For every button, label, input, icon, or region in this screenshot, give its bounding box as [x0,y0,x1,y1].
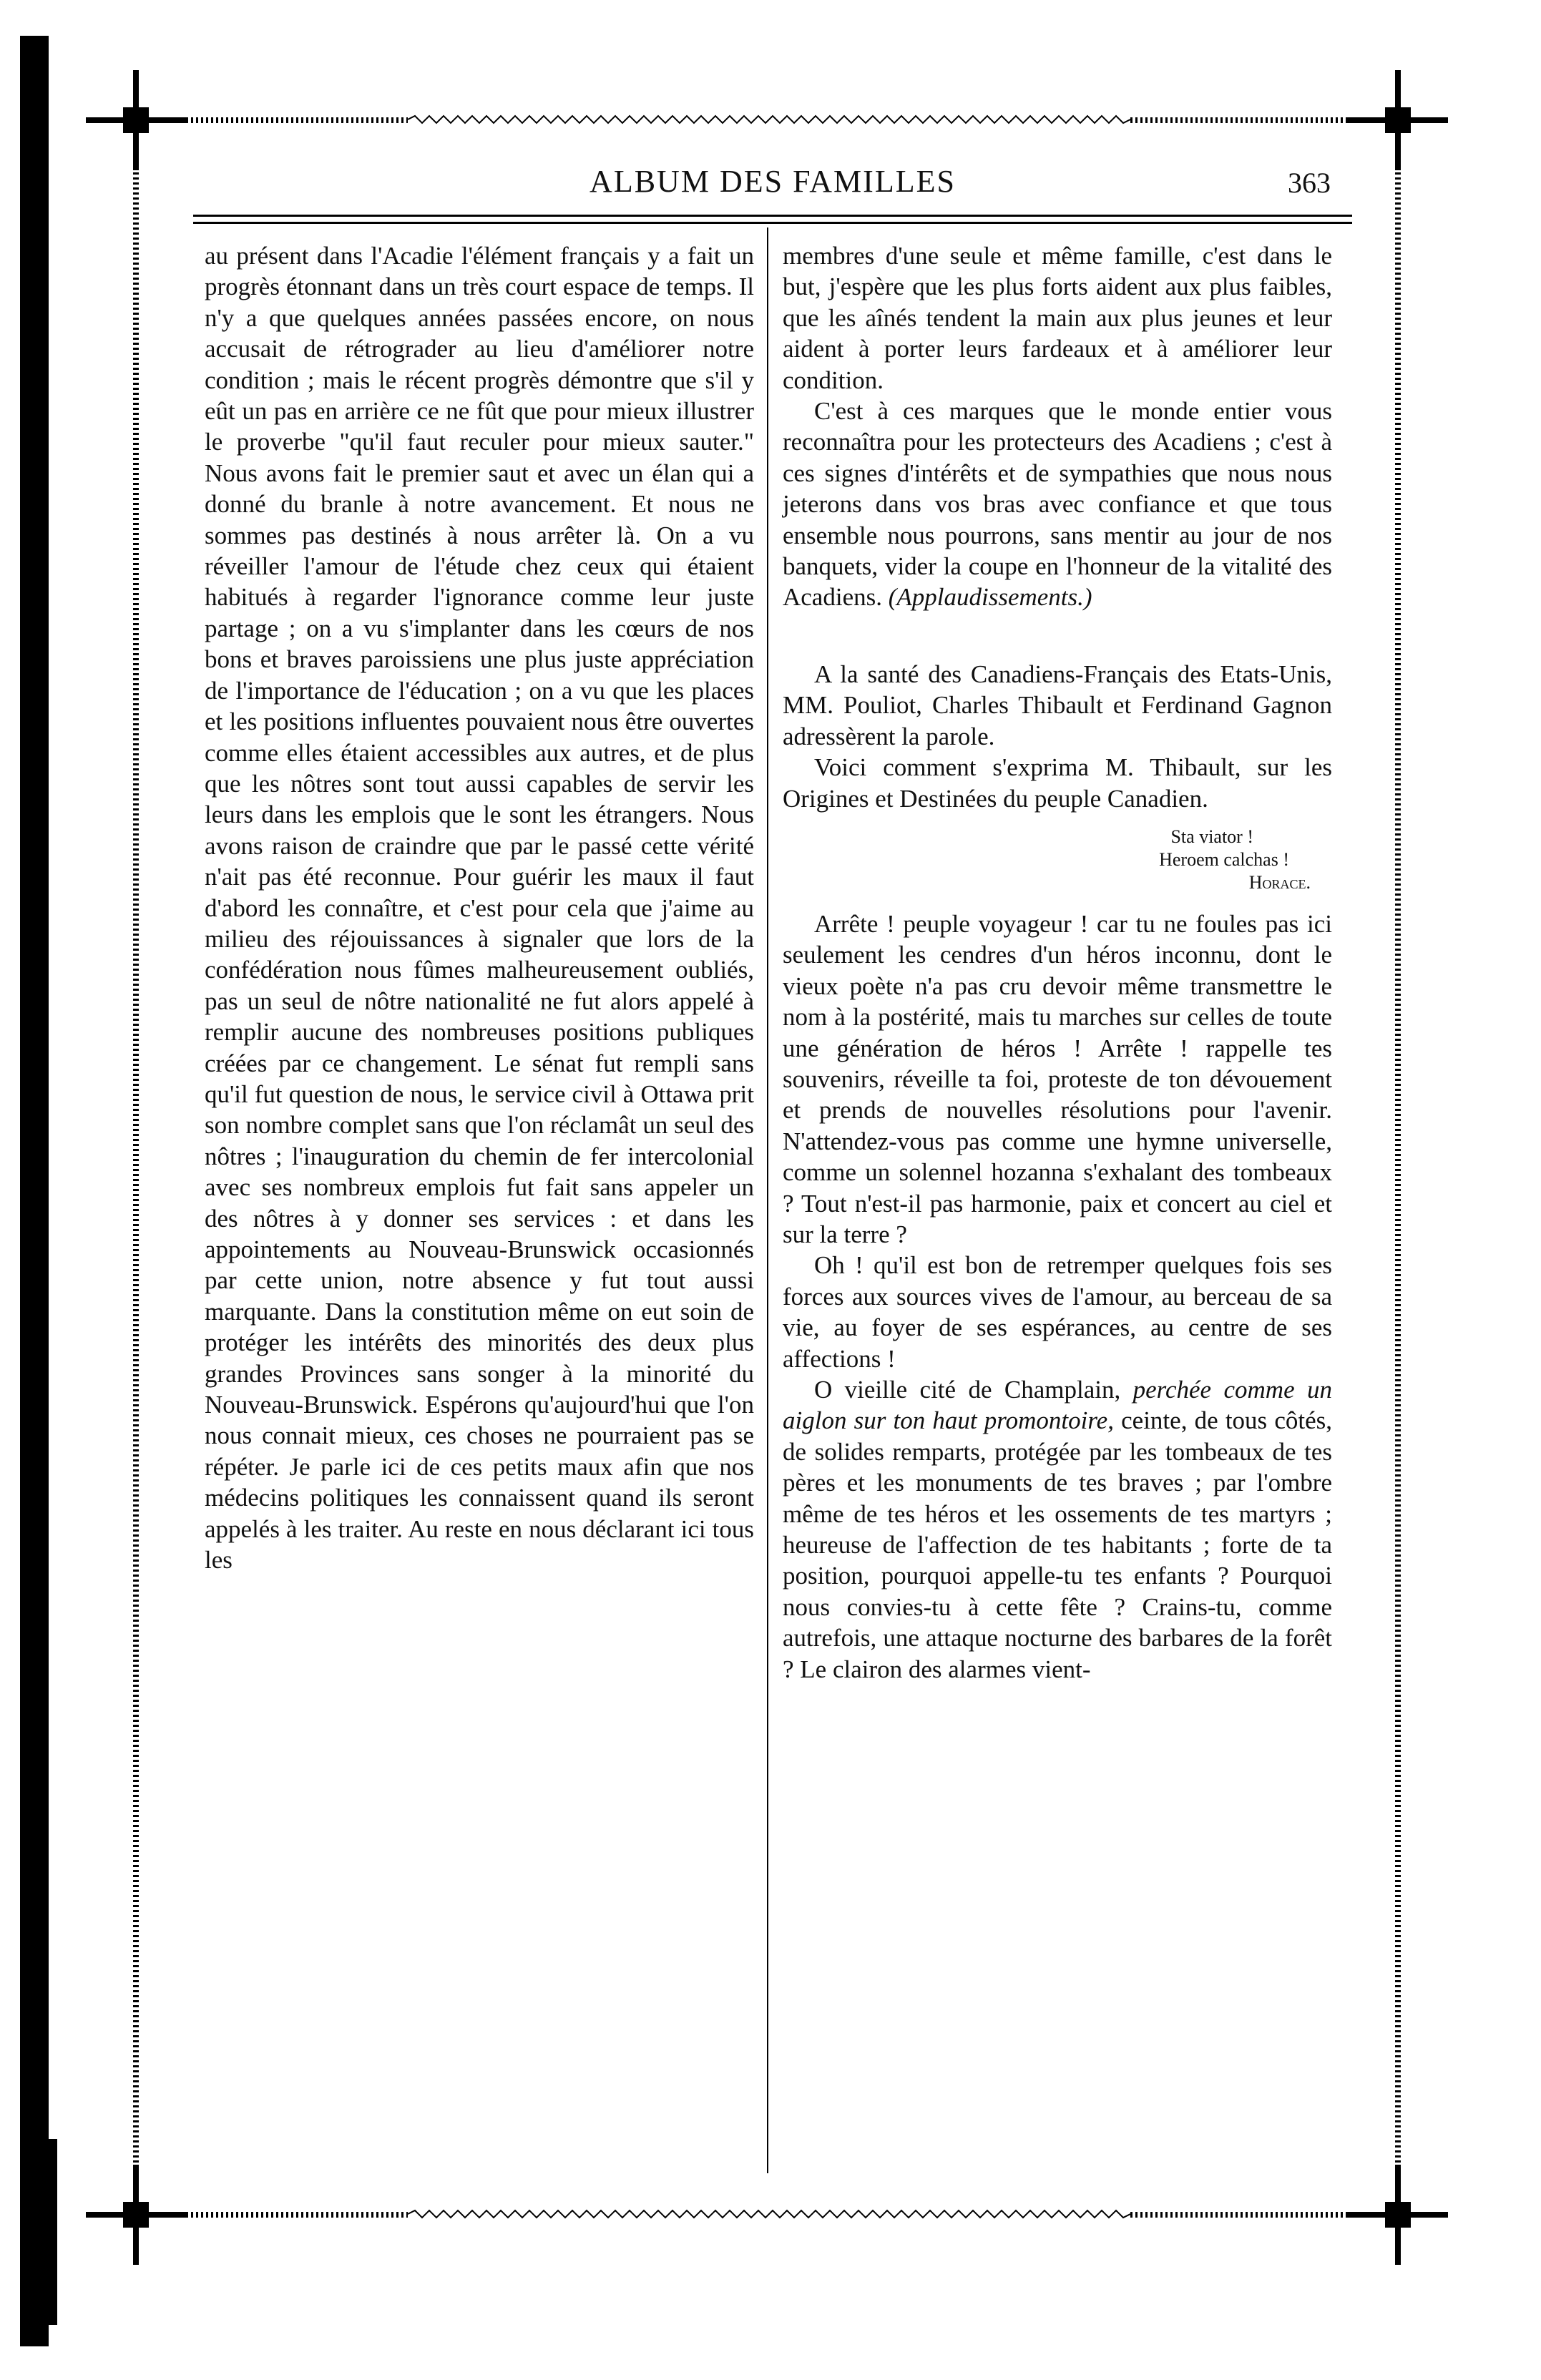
corner-ornament-top-right [1348,70,1448,170]
epigraph-line: Sta viator ! [1170,826,1253,847]
binding-spine [20,36,49,2346]
paragraph-text: ceinte, de tous côtés, de solides remparts, protégée par les tombeaux de tes pères et les monuments de tes braves ; par l'ombre même de tes héros et les ossements de tes martyrs ; heureuse de l'affection de tes habitants ; forte de ta position, pourquoi appelle-tu tes enfants ? Pourquoi nous convies-tu à cette fête ? Crains-tu, comme autrefois, une attaque nocturne des barbares de la forêt ? Le clairon des alarmes vient- [783,1406,1332,1683]
corner-ornament-top-left [86,70,186,170]
page-number: 363 [1288,167,1331,199]
wave-ornament [408,2209,1130,2219]
column-separator [767,227,768,2173]
applause-note: (Applaudissements.) [888,583,1092,612]
ornamental-border-right [1395,157,1401,2175]
ornamental-border-top [136,117,1402,123]
running-title: ALBUM DES FAMILLES [590,164,956,199]
right-column [783,240,1332,1685]
epigraph-attribution: Horace. [1248,871,1311,893]
paragraph-text: C'est à ces marques que le monde entier vous reconnaîtra pour les protecteurs des Acadiens ; c'est à ces signes d'intérêts et de sympathies que nous nous jeterons dans vos bras avec confiance et que tous ensemble nous pourrons, sans mentir au jour de nos banquets, vider la coupe en l'honneur de la vitalité des Acadiens. [783,397,1332,612]
paragraph: au présent dans l'Acadie l'élément français y a fait un progrès étonnant dans un très court espace de temps. Il n'y a que quelques années passées encore, on nous accusait de rétrograder au lieu d'améliorer notre condition ; mais le récent progrès démontre que s'il y eût un pas en arrière ce ne fût que pour mieux illustrer le proverbe "qu'il faut reculer pour mieux sauter." Nous avons fait le premier saut et avec un élan qui a donné du branle à notre avancement. Et nous ne sommes pas destinés à nous arrêter là. On a vu réveiller l'amour de l'étude chez ceux qui étaient habitués à regarder l'ignorance comme leur juste partage ; on a vu s'implanter dans les cœurs de nos bons et braves paroissiens une plus juste appréciation de l'importance de l'éducation ; on a vu que les places et les positions influentes pouvaient nous être ouvertes comme elles étaient accessibles aux autres, et de plus que les nôtres sont tout aussi capables de servir les leurs dans les emplois que le sont les étrangers. Nous avons raison de craindre que par le passé cette vérité n'ait pas été reconnue. Pour guérir les maux il faut d'abord les connaître, et c'est pour cela que j'aime au milieu des réjouissances à signaler que lors de la confédération nous fûmes malheureusement oubliés, pas un seul de nôtre nationalité ne fut alors appelé à remplir aucune des nombreuses positions publiques créées par ce changement. Le sénat fut rempli sans qu'il fut question de nous, le service civil à Ottawa prit son nombre complet sans que l'on réclamât un seul des nôtres ; l'inauguration du chemin de fer intercolonial avec ses nombreux emplois fut fait sans appeler un des nôtres à y donner ses services : et dans les appointements au Nouveau-Brunswick occasionnés par cette union, notre absence y fut tout aussi marquante. Dans la constitution même on eut soin de protéger les intérêts des minorités des deux plus grandes Provinces sans songer à la minorité du Nouveau-Brunswick. Espérons qu'aujourd'hui que l'on nous connait mieux, ces choses ne pourraient pas se répéter. Je parle ici de ces petits maux afin que nos médecins politiques les connaissent quand ils seront appelés à les traiter. Au reste en nous déclarant ici tous les [205,242,754,1575]
wave-ornament [408,114,1130,124]
corner-ornament-bottom-left [86,2165,186,2265]
epigraph-line: Heroem calchas ! [1159,848,1289,870]
header-rule [193,222,1352,224]
ornamental-border-left [133,157,139,2175]
header-rule [193,215,1352,217]
corner-ornament-bottom-right [1348,2165,1448,2265]
paragraph [783,1374,1332,1685]
page-header [193,156,1352,213]
paragraph [783,396,1332,613]
paragraph: membres d'une seule et même famille, c'est dans le but, j'espère que les plus forts aident aux plus faibles, que les aînés tendent la main aux plus jeunes et leur aident à porter leurs fardeaux et à améliorer leur condition. [783,242,1332,394]
paragraph: Arrête ! peuple voyageur ! car tu ne foules pas ici seulement les cendres d'un héros inconnu, dont le vieux poète n'a pas cru devoir même transmettre le nom à la postérité, mais tu marches sur celles de toute une génération de héros ! Arrête ! rappelle tes souvenirs, réveille ta foi, proteste de ton dévouement et prends de nouvelles résolutions pour l'avenir. N'attendez-vous pas comme une hymne universelle, comme un solennel hozanna s'exhalant des tombeaux ? Tout n'est-il pas harmonie, paix et concert au ciel et sur la terre ? [783,909,1332,1248]
paragraph-text: O vieille cité de Champlain, [814,1376,1121,1404]
left-column [205,240,754,1575]
epigraph [783,826,1332,894]
paragraph: A la santé des Canadiens-Français des Etats-Unis, MM. Pouliot, Charles Thibault et Ferdinand Gagnon adressèrent la parole. [783,660,1332,750]
ornamental-border-bottom [136,2212,1402,2218]
italic-phrase: perchée comme un aiglon sur ton haut promontoire, [783,1376,1332,1435]
paragraph: Oh ! qu'il est bon de retremper quelques fois ses forces aux sources vives de l'amour, au berceau de sa vie, au foyer de ses espérances, au centre de ses affections ! [783,1251,1332,1373]
paragraph: Voici comment s'exprima M. Thibault, sur les Origines et Destinées du peuple Canadien. [783,753,1332,813]
binding-spine-notch [43,2139,57,2325]
section-break [783,613,1332,659]
